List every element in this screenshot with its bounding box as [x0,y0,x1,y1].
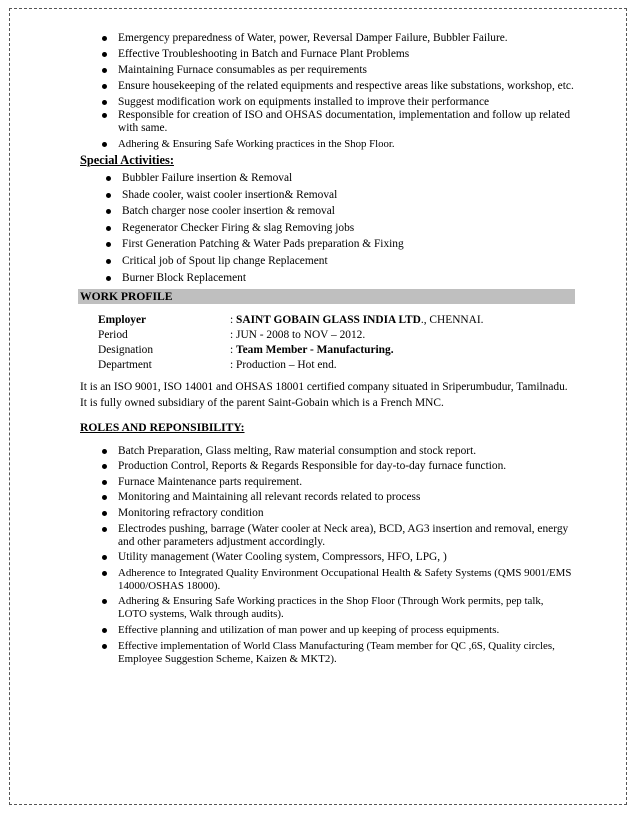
list-item: Regenerator Checker Firing & slag Removing jobs [80,222,575,235]
list-item: Responsible for creation of ISO and OHSAS documentation, implementation and follow up related with same. [80,109,575,135]
list-item: Ensure housekeeping of the related equipments and respective areas like substations, workshop, etc. [80,80,575,93]
special-activities-list [80,172,575,285]
period-value: : JUN - 2008 to NOV – 2012. [230,328,366,341]
employer-row [80,313,575,328]
employer-suffix: ., CHENNAI. [420,313,484,326]
document-content [80,32,575,668]
list-item: Electrodes pushing, barrage (Water cooler at Neck area), BCD, AG3 insertion and removal, energy and other parameters adjustment accordingly. [80,523,575,549]
list-item: Effective Troubleshooting in Batch and Furnace Plant Problems [80,48,575,61]
list-item: Adherence to Integrated Quality Environment Occupational Health & Safety Systems (QMS 9001/EMS 14000/OSHAS 18000). [80,567,575,593]
employer-prefix: : [230,313,237,326]
work-profile-heading: WORK PROFILE [78,289,575,304]
company-description: It is an ISO 9001, ISO 14001 and OHSAS 18001 certified company situated in Sriperumbudur, Tamilnadu. It is fully owned subsidiary of the parent Saint-Gobain which is a French MNC. [80,380,568,409]
list-item: Furnace Maintenance parts requirement. [80,476,575,489]
designation-prefix: : [230,343,237,356]
list-item: Adhering & Ensuring Safe Working practices in the Shop Floor. [80,138,575,151]
special-activities-heading: Special Activities: [80,153,174,167]
employer-label: Employer [98,313,147,326]
list-item: Burner Block Replacement [80,272,575,285]
designation-text: Team Member - Manufacturing. [236,343,394,356]
list-item: Production Control, Reports & Regards Responsible for day-to-day furnace function. [80,460,575,473]
list-item: Emergency preparedness of Water, power, Reversal Damper Failure, Bubbler Failure. [80,32,575,45]
work-profile-table [80,313,575,373]
designation-label: Designation [98,343,154,356]
list-item: Bubbler Failure insertion & Removal [80,172,575,185]
list-item: Effective planning and utilization of man power and up keeping of process equipments. [80,624,575,637]
list-item: Suggest modification work on equipments installed to improve their performance [80,96,575,109]
list-item: Effective implementation of World Class Manufacturing (Team member for QC ,6S, Quality circles, Employee Suggestion Scheme, Kaizen & MKT2). [80,640,575,666]
roles-heading: ROLES AND REPONSIBILITY: [80,420,245,434]
list-item: Monitoring and Maintaining all relevant records related to process [80,491,575,504]
department-value: : Production – Hot end. [230,358,337,371]
responsibilities-list [80,32,575,151]
list-item: Shade cooler, waist cooler insertion& Removal [80,189,575,202]
list-item: First Generation Patching & Water Pads preparation & Fixing [80,238,575,251]
employer-value [230,313,575,328]
list-item: Batch Preparation, Glass melting, Raw material consumption and stock report. [80,445,575,458]
list-item: Adhering & Ensuring Safe Working practices in the Shop Floor (Through Work permits, pep talk, LOTO systems, Walk through audits). [80,595,575,621]
department-row [80,358,575,373]
list-item: Monitoring refractory condition [80,507,575,520]
employer-name: SAINT GOBAIN GLASS INDIA LTD [236,313,421,326]
designation-row [80,343,575,358]
list-item: Maintaining Furnace consumables as per requirements [80,64,575,77]
list-item: Critical job of Spout lip change Replacement [80,255,575,268]
roles-list [80,445,575,666]
list-item: Utility management (Water Cooling system, Compressors, HFO, LPG, ) [80,551,575,564]
designation-value [230,343,575,358]
list-item: Batch charger nose cooler insertion & removal [80,205,575,218]
period-label: Period [98,328,128,341]
department-label: Department [98,358,152,371]
period-row [80,328,575,343]
